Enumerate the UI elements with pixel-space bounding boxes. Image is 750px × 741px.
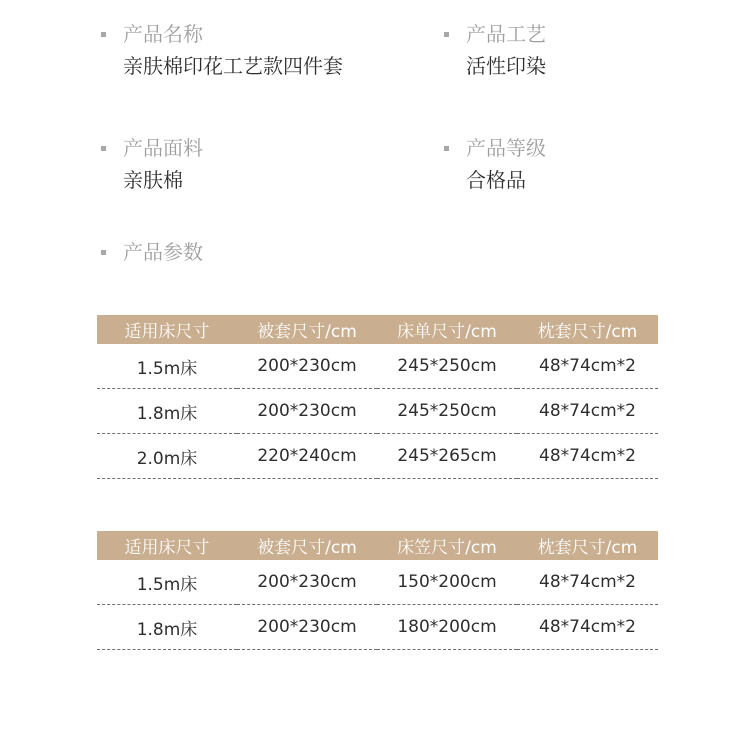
cell-duvet-size: 200*230cm xyxy=(237,344,377,389)
table-row xyxy=(97,560,658,605)
table-row xyxy=(97,605,658,650)
bullet-icon xyxy=(101,250,106,255)
cell-pillowcase-size: 48*74cm*2 xyxy=(517,434,658,479)
cell-duvet-size: 200*230cm xyxy=(237,389,377,434)
product-fabric-label: 产品面料 xyxy=(123,136,203,160)
table-row xyxy=(97,344,658,389)
cell-duvet-size: 200*230cm xyxy=(237,560,377,605)
cell-fitted-sheet-size: 150*200cm xyxy=(377,560,517,605)
table-header-row xyxy=(97,531,658,560)
product-fabric-value: 亲肤棉 xyxy=(123,168,183,192)
header-duvet-size: 被套尺寸/cm xyxy=(237,315,377,344)
size-table-fitted-sheet xyxy=(97,531,658,650)
header-duvet-size: 被套尺寸/cm xyxy=(237,531,377,560)
cell-pillowcase-size: 48*74cm*2 xyxy=(517,389,658,434)
cell-bed-size: 1.5m床 xyxy=(97,560,237,605)
cell-duvet-size: 220*240cm xyxy=(237,434,377,479)
cell-sheet-size: 245*250cm xyxy=(377,389,517,434)
size-table-bedsheet xyxy=(97,315,658,479)
header-sheet-size: 床单尺寸/cm xyxy=(377,315,517,344)
cell-fitted-sheet-size: 180*200cm xyxy=(377,605,517,650)
header-bed-size: 适用床尺寸 xyxy=(97,531,237,560)
product-grade-value: 合格品 xyxy=(466,168,526,192)
cell-sheet-size: 245*265cm xyxy=(377,434,517,479)
table-row xyxy=(97,389,658,434)
header-fitted-sheet-size: 床笠尺寸/cm xyxy=(377,531,517,560)
product-grade-label: 产品等级 xyxy=(466,136,546,160)
cell-pillowcase-size: 48*74cm*2 xyxy=(517,560,658,605)
header-pillowcase-size: 枕套尺寸/cm xyxy=(517,531,658,560)
cell-pillowcase-size: 48*74cm*2 xyxy=(517,344,658,389)
cell-duvet-size: 200*230cm xyxy=(237,605,377,650)
bullet-icon xyxy=(444,32,449,37)
cell-sheet-size: 245*250cm xyxy=(377,344,517,389)
product-params-label: 产品参数 xyxy=(123,240,203,264)
bullet-icon xyxy=(101,32,106,37)
bullet-icon xyxy=(444,146,449,151)
product-process-label: 产品工艺 xyxy=(466,22,546,46)
cell-pillowcase-size: 48*74cm*2 xyxy=(517,605,658,650)
cell-bed-size: 1.8m床 xyxy=(97,389,237,434)
product-process-value: 活性印染 xyxy=(466,54,546,78)
table-header-row xyxy=(97,315,658,344)
bullet-icon xyxy=(101,146,106,151)
header-pillowcase-size: 枕套尺寸/cm xyxy=(517,315,658,344)
header-bed-size: 适用床尺寸 xyxy=(97,315,237,344)
cell-bed-size: 1.8m床 xyxy=(97,605,237,650)
cell-bed-size: 2.0m床 xyxy=(97,434,237,479)
product-name-value: 亲肤棉印花工艺款四件套 xyxy=(123,54,343,78)
cell-bed-size: 1.5m床 xyxy=(97,344,237,389)
product-name-label: 产品名称 xyxy=(123,22,203,46)
table-row xyxy=(97,434,658,479)
